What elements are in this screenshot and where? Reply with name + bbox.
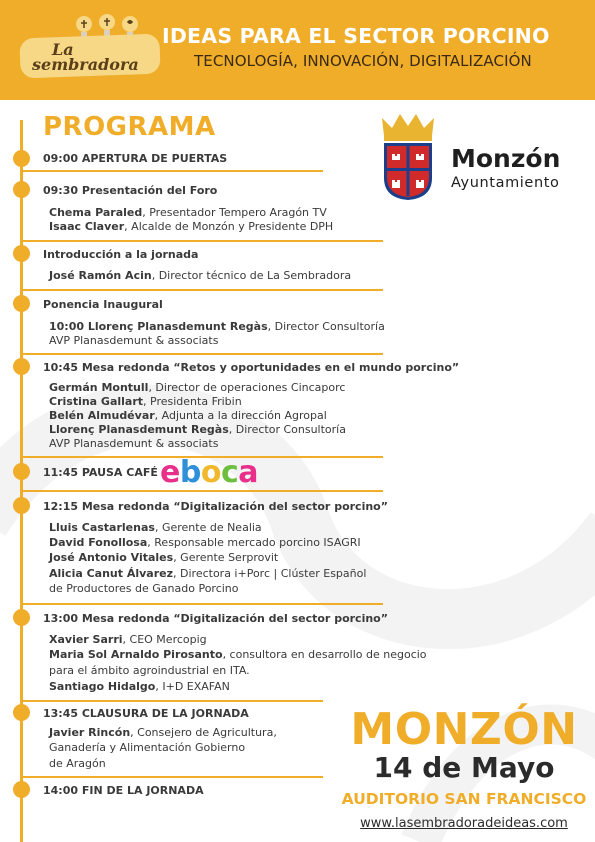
event-city: MONZÓN — [350, 704, 578, 755]
speaker-role: , Alcalde de Monzón y Presidente DPH — [124, 220, 334, 233]
eboca-letter: b — [179, 455, 201, 490]
speaker-name: Xavier Sarri — [49, 633, 123, 646]
divider — [23, 700, 323, 702]
speaker-role: , Presidenta Fribin — [143, 395, 242, 408]
speaker-line — [49, 551, 278, 564]
speaker-name: Alicia Canut Álvarez — [49, 567, 174, 580]
speaker-name: David Fonollosa — [49, 536, 148, 549]
event-title: 09:00 APERTURA DE PUERTAS — [43, 152, 228, 165]
speaker-role: , Adjunta a la dirección Agropal — [154, 409, 327, 422]
speaker-name: Javier Rincón — [49, 726, 131, 739]
speaker-name: Chema Paraled — [49, 206, 143, 219]
event-title: 12:15 Mesa redonda “Digitalización del sector porcino” — [43, 500, 388, 513]
speaker-role: , Consejero de Agricultura, — [130, 726, 277, 739]
speaker-name: Isaac Claver — [49, 220, 125, 233]
timeline-dot — [13, 609, 30, 626]
speaker-role: para el ámbito agroindustrial en ITA. — [49, 664, 250, 677]
speaker-name: Santiago Hidalgo — [49, 680, 156, 693]
timeline-dot — [13, 150, 30, 167]
divider — [23, 240, 383, 242]
event-title: 14:00 FIN DE LA JORNADA — [43, 784, 204, 797]
speaker-line — [49, 536, 361, 549]
programa-title: PROGRAMA — [43, 112, 216, 142]
speaker-name: Llorenç Planasdemunt Regàs — [49, 423, 229, 436]
timeline-dot — [13, 181, 30, 198]
timeline-dot — [13, 497, 30, 514]
speaker-line — [49, 423, 346, 436]
divider — [23, 603, 383, 605]
event-date: 14 de Mayo — [373, 751, 555, 784]
timeline-line — [20, 120, 23, 842]
speaker-name: 10:00 Llorenç Planasdemunt Regàs — [49, 320, 268, 333]
speaker-role: de Aragón — [49, 757, 106, 770]
speaker-line — [49, 521, 262, 534]
speaker-role: , Director de operaciones Cincaporc — [148, 381, 346, 394]
divider — [23, 289, 383, 291]
speaker-line — [49, 567, 366, 580]
speaker-line — [49, 409, 327, 422]
speaker-role: AVP Planasdemunt & associats — [49, 334, 219, 347]
header-banner — [0, 0, 595, 100]
eboca-letter: o — [200, 455, 221, 490]
speaker-role: , consultora en desarrollo de negocio — [222, 648, 427, 661]
event-title: Ponencia Inaugural — [43, 298, 163, 311]
monzon-logo-subtitle: Ayuntamiento — [451, 175, 560, 191]
timeline-dot — [13, 295, 30, 312]
eboca-letter: c — [220, 455, 239, 490]
speaker-role: , Director Consultoría — [267, 320, 385, 333]
event-title: 13:45 CLAUSURA DE LA JORNADA — [43, 707, 249, 720]
speaker-line — [49, 381, 345, 394]
speaker-role: de Productores de Ganado Porcino — [49, 582, 239, 595]
speaker-name: José Ramón Acin — [49, 269, 152, 282]
timeline-dot — [13, 358, 30, 375]
website-link[interactable]: www.lasembradoradeideas.com — [360, 816, 568, 831]
speaker-role: , CEO Mercopig — [122, 633, 207, 646]
speaker-line — [49, 437, 218, 450]
speaker-line — [49, 320, 385, 333]
speaker-line — [49, 757, 106, 770]
speaker-name: Lluis Castarlenas — [49, 521, 155, 534]
speaker-line — [49, 220, 333, 233]
page-title: IDEAS PARA EL SECTOR PORCINO — [162, 24, 550, 48]
event-title: 11:45 PAUSA CAFÉ — [43, 466, 158, 479]
event-title: 10:45 Mesa redonda “Retos y oportunidades en el mundo porcino” — [43, 361, 460, 374]
eboca-letter: a — [238, 455, 259, 490]
la-sembradora-logo — [12, 8, 162, 78]
logo-text-sembradora: sembradora — [32, 55, 139, 74]
speaker-line — [49, 269, 351, 282]
speaker-line — [49, 582, 239, 595]
divider — [23, 490, 383, 492]
speaker-line — [49, 680, 230, 693]
timeline-dot — [13, 781, 30, 798]
speaker-line — [49, 726, 277, 739]
speaker-name: Germán Montull — [49, 381, 149, 394]
speaker-line — [49, 664, 250, 677]
speaker-line — [49, 648, 427, 661]
speaker-role: , Responsable mercado porcino ISAGRI — [147, 536, 361, 549]
speaker-role: , Gerente Serprovit — [173, 551, 279, 564]
speaker-line — [49, 741, 245, 754]
timeline-dot — [13, 704, 30, 721]
speaker-line — [49, 395, 242, 408]
event-venue: AUDITORIO SAN FRANCISCO — [341, 790, 587, 808]
page-subtitle: TECNOLOGÍA, INNOVACIÓN, DIGITALIZACIÓN — [194, 52, 532, 70]
speaker-name: José Antonio Vitales — [49, 551, 174, 564]
event-title: 13:00 Mesa redonda “Digitalización del sector porcino” — [43, 612, 388, 625]
logo-text-la: La — [52, 40, 74, 59]
event-title: Introducción a la jornada — [43, 248, 199, 261]
monzon-logo-name: Monzón — [451, 144, 561, 173]
speaker-role: , Presentador Tempero Aragón TV — [142, 206, 327, 219]
speaker-role: , Director técnico de La Sembradora — [151, 269, 352, 282]
divider — [23, 776, 323, 778]
speaker-role: , Gerente de Nealia — [154, 521, 262, 534]
speaker-role: , Directora i+Porc | Clúster Español — [173, 567, 367, 580]
timeline-dot — [13, 245, 30, 262]
speaker-role: Ganadería y Alimentación Gobierno — [49, 741, 246, 754]
speaker-line — [49, 633, 207, 646]
divider — [23, 353, 383, 355]
speaker-line — [49, 206, 327, 219]
speaker-role: , I+D EXAFAN — [155, 680, 230, 693]
speaker-role: AVP Planasdemunt & associats — [49, 437, 219, 450]
speaker-line — [49, 334, 218, 347]
speaker-name: Maria Sol Arnaldo Pirosanto — [49, 648, 223, 661]
monzon-shield-icon — [378, 110, 438, 202]
eboca-logo — [160, 455, 259, 490]
speaker-name: Cristina Gallart — [49, 395, 144, 408]
speaker-name: Belén Almudévar — [49, 409, 155, 422]
timeline-dot — [13, 463, 30, 480]
speaker-role: , Director Consultoría — [228, 423, 346, 436]
event-title: 09:30 Presentación del Foro — [43, 184, 218, 197]
divider — [23, 170, 323, 172]
eboca-letter: e — [160, 455, 180, 490]
